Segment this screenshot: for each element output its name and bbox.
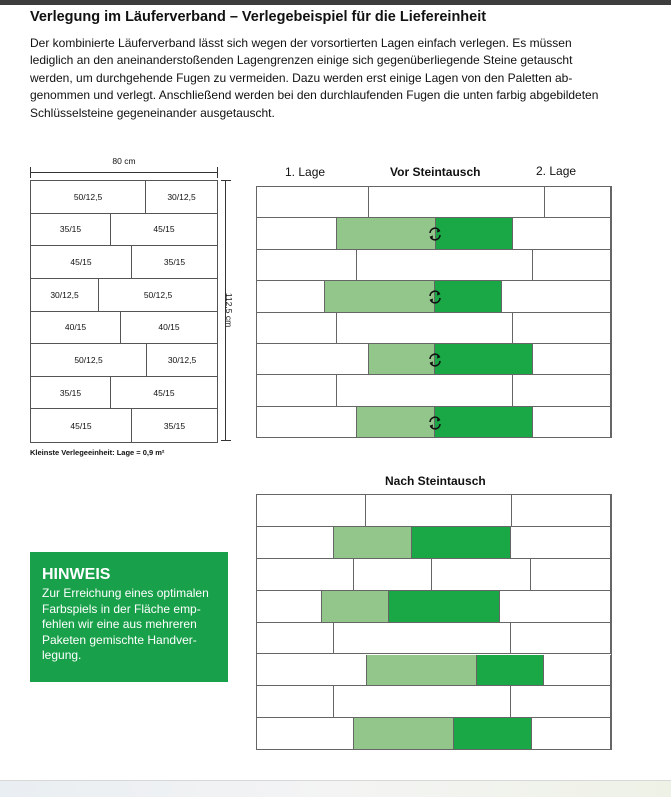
- stone: [500, 591, 611, 623]
- stone: [533, 344, 611, 375]
- stone: [533, 407, 611, 438]
- stone: [545, 187, 611, 218]
- wall-after-swap: [256, 494, 612, 750]
- stone: [257, 313, 337, 344]
- stone: [432, 559, 531, 591]
- hint-line: Farbspiels in der Fläche emp-: [42, 601, 201, 616]
- stone: [354, 559, 432, 591]
- stone: [257, 407, 357, 438]
- layer2-label: 2. Lage: [536, 164, 577, 178]
- pallet-layout: [30, 180, 218, 443]
- key-stone-dark: [436, 218, 513, 249]
- pallet-row: [31, 181, 217, 214]
- key-stone-light: [322, 591, 389, 623]
- stone: [257, 187, 369, 218]
- hint-heading: HINWEIS: [42, 566, 111, 583]
- intro-line: genommen und verlegt. Anschließend werden bei den durchlaufenden Fugen die unten farbig abgebildeten: [30, 88, 599, 103]
- stone: [257, 718, 354, 750]
- bottom-bar: [0, 780, 671, 797]
- key-stone-light: [357, 407, 435, 438]
- pallet-caption: Kleinste Verlegeeinheit: Lage = 0,9 m²: [30, 448, 165, 457]
- hint-line: Zur Erreichung eines optimalen: [42, 586, 209, 600]
- stone: [257, 591, 322, 623]
- stone: [513, 218, 611, 249]
- key-stone-light: [367, 655, 477, 687]
- pallet-width-label: 80 cm: [112, 156, 136, 166]
- intro-line: werden, um durchgehende Fugen zu vermeiden. Dazu werden erst einige Lagen von den Paletten ab-: [30, 70, 573, 85]
- stone: [257, 495, 366, 527]
- pallet-stone-right: 35/15: [163, 257, 186, 268]
- pallet-row: [31, 246, 217, 279]
- key-stone-light: [337, 218, 436, 249]
- pallet-stone-right: 50/12,5: [143, 289, 173, 300]
- pallet-row: [31, 214, 217, 247]
- pallet-height-label: 112,5 cm: [224, 292, 234, 328]
- pallet-stone-right: 40/15: [158, 322, 180, 333]
- pallet-row: [31, 344, 217, 377]
- page-title: Verlegung im Läuferverband – Verlegebeispiel für die Liefereinheit: [30, 9, 487, 25]
- pallet-stone-right: 45/15: [153, 387, 175, 398]
- intro-line: Schlüsselsteine gegeneinander ausgetauscht.: [30, 105, 275, 120]
- pallet-stone-right: 30/12,5: [167, 191, 196, 202]
- hint-line: Paketen gemischte Handver-: [42, 632, 197, 647]
- stone: [337, 313, 513, 344]
- after-swap-title: Nach Steintausch: [385, 474, 486, 488]
- stone: [257, 344, 369, 375]
- stone: [511, 623, 611, 655]
- stone: [334, 686, 511, 718]
- stone: [257, 527, 334, 559]
- swap-arrows-icon: [427, 289, 443, 305]
- stone: [502, 281, 611, 312]
- hint-line: legung.: [42, 648, 82, 663]
- pallet-stone-right: 45/15: [153, 224, 175, 235]
- pallet-stone-right: 35/15: [163, 420, 186, 431]
- swap-arrows-icon: [427, 415, 443, 431]
- key-stone-dark: [477, 655, 544, 687]
- layer1-label: 1. Lage: [285, 165, 326, 179]
- key-stone-dark: [435, 407, 533, 438]
- stone: [337, 375, 513, 406]
- swap-arrows-icon: [427, 226, 443, 242]
- wall-before-swap: [256, 186, 612, 438]
- pallet-stone-left: 45/15: [31, 246, 132, 278]
- pallet-stone-left: 35/15: [31, 377, 111, 409]
- intro-line: lediglich an den aneinanderstoßenden Lagengrenzen einige sich gegenüberliegende Steine getauscht: [30, 53, 573, 68]
- stone: [257, 559, 354, 591]
- stone: [369, 187, 545, 218]
- key-stone-light: [334, 527, 412, 559]
- pallet-stone-left: 50/12,5: [31, 181, 146, 213]
- stone: [257, 218, 337, 249]
- stone: [513, 375, 611, 406]
- stone: [334, 623, 511, 655]
- hint-box: [30, 552, 228, 682]
- stone: [257, 623, 334, 655]
- stone: [532, 718, 611, 750]
- pallet-row: [31, 312, 217, 345]
- key-stone-dark: [454, 718, 532, 750]
- key-stone-dark: [389, 591, 500, 623]
- pallet-stone-left: 35/15: [31, 214, 111, 246]
- stone: [511, 686, 611, 718]
- stone: [257, 686, 334, 718]
- swap-arrows-icon: [427, 352, 443, 368]
- stone: [533, 250, 611, 281]
- stone: [512, 495, 611, 527]
- key-stone-light: [369, 344, 435, 375]
- pallet-stone-right: 30/12,5: [167, 354, 197, 365]
- stone: [257, 281, 325, 312]
- before-swap-title: Vor Steintausch: [390, 165, 481, 179]
- pallet-row: [31, 377, 217, 410]
- pallet-stone-left: 30/12,5: [31, 279, 99, 311]
- stone: [257, 375, 337, 406]
- pallet-row: [31, 279, 217, 312]
- stone: [531, 559, 611, 591]
- top-bar: [0, 0, 671, 5]
- intro-line: Der kombinierte Läuferverband lässt sich wegen der vorsortierten Lagen einfach verlegen. Es müssen: [30, 36, 572, 50]
- pallet-row: [31, 409, 217, 442]
- key-stone-dark: [435, 281, 502, 312]
- stone: [513, 313, 611, 344]
- key-stone-light: [354, 718, 454, 750]
- hint-line: fehlen wir eine aus mehreren: [42, 617, 197, 632]
- key-stone-light: [325, 281, 435, 312]
- key-stone-dark: [435, 344, 533, 375]
- stone: [257, 655, 367, 687]
- key-stone-dark: [412, 527, 511, 559]
- stone: [366, 495, 512, 527]
- pallet-stone-left: 40/15: [31, 312, 121, 344]
- hint-text: [42, 586, 216, 664]
- stone: [511, 527, 611, 559]
- pallet-stone-left: 50/12,5: [31, 344, 147, 376]
- pallet-stone-left: 45/15: [31, 409, 132, 442]
- pallet-width-dimension: [30, 165, 218, 175]
- intro-paragraph: [30, 35, 630, 122]
- stone: [257, 250, 357, 281]
- stone: [357, 250, 533, 281]
- stone: [544, 655, 611, 687]
